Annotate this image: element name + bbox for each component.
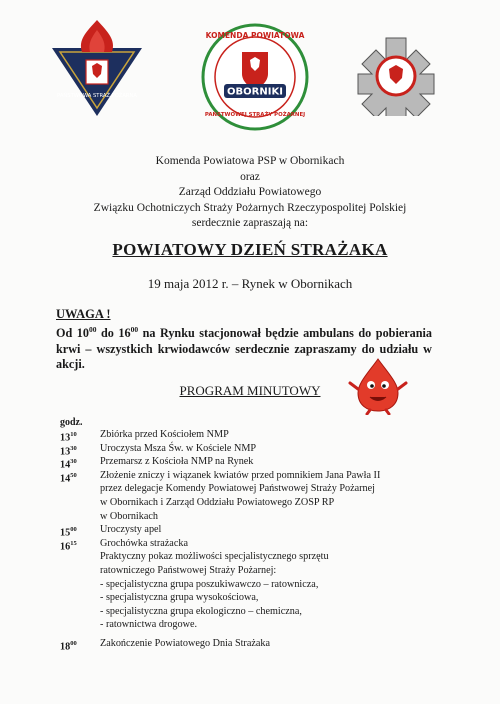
intro-line: Związku Ochotniczych Straży Pożarnych Rzeczypospolitej Polskiej: [93, 201, 407, 214]
schedule-item: $14^{50}$ Złożenie zniczy i wiązanek kwiatów przed pomnikiem Jana Pawła II przez delegacje Komendy Powiatowej Państwowej Straży Pożarnej w Obornikach i Zarząd Oddziału Powiatowego ZOSP RP w Obornikach: [60, 469, 381, 522]
oborniki-komenda-logo: [200, 22, 310, 132]
notice-title: UWAGA !: [56, 307, 111, 321]
schedule-item: $13^{30}$ Uroczysta Msza Św. w Kościele NMP: [60, 442, 257, 457]
psp-logo-text: PAŃSTWOWA STRAŻ POŻARNA: [57, 93, 137, 99]
intro-line: serdecznie zapraszają na:: [191, 217, 309, 229]
event-title: POWIATOWY DZIEŃ STRAŻAKA: [112, 240, 388, 259]
psp-emblem-logo: [48, 18, 146, 118]
zosp-cross-logo: [356, 36, 436, 116]
program-title: PROGRAM MINUTOWY: [179, 383, 321, 398]
schedule-time: $14^{30}$: [60, 458, 77, 471]
schedule-time: $13^{30}$: [60, 444, 77, 457]
invitation-intro: [0, 154, 500, 232]
schedule-item: $14^{30}$ Przemarsz z Kościoła NMP na Rynek: [60, 456, 254, 471]
schedule-time: $18^{00}$: [60, 639, 77, 653]
logos-row: [0, 18, 500, 138]
intro-line: oraz: [240, 170, 260, 183]
schedule-item: $15^{00}$ Uroczysty apel: [60, 524, 162, 539]
schedule-time: $15^{00}$: [60, 526, 77, 539]
schedule-time: $13^{10}$: [60, 431, 77, 444]
intro-line: Zarząd Oddziału Powiatowego: [178, 186, 322, 198]
schedule-time: $14^{50}$: [60, 471, 77, 485]
schedule-item: $16^{15}$ Grochówka strażacka Praktyczny pokaz możliwości specjalistycznego sprzętu ratowniczego Państwowej Straży Pożarnej: - specjalistyczna grupa poszukiwawczo – ratownicza, - specjalistyczna grupa wysokościowa, - specjalistyczna grupa ekologiczno – chemiczna, - ratownictwa drogowe.: [60, 537, 329, 631]
center-logo-top-text: KOMENDA POWIATOWA: [205, 31, 305, 40]
center-logo-bottom-text: PAŃSTWOWEJ STRAŻY POŻARNEJ: [204, 112, 306, 118]
event-date: 19 maja 2012 r. – Rynek w Obornikach: [147, 276, 353, 291]
schedule-item: $13^{10}$ Zbiórka przed Kościołem NMP: [60, 429, 229, 444]
hour-label: godz.: [60, 417, 83, 428]
schedule-list: [60, 428, 440, 651]
center-logo-mid-text: OBORNIKI: [227, 86, 283, 98]
schedule-item: $18^{00}$ Zakończenie Powiatowego Dnia Strażaka: [60, 637, 271, 653]
notice-body: Od $10^{00}$ do $16^{00}$ na Rynku stacjonował będzie ambulans do pobierania krwi – wszystkich krwiodawców serdecznie zapraszamy do udziału w akcji.: [56, 325, 432, 372]
schedule-time: $16^{15}$: [60, 539, 77, 553]
intro-line: Komenda Powiatowa PSP w Obornikach: [155, 155, 345, 167]
